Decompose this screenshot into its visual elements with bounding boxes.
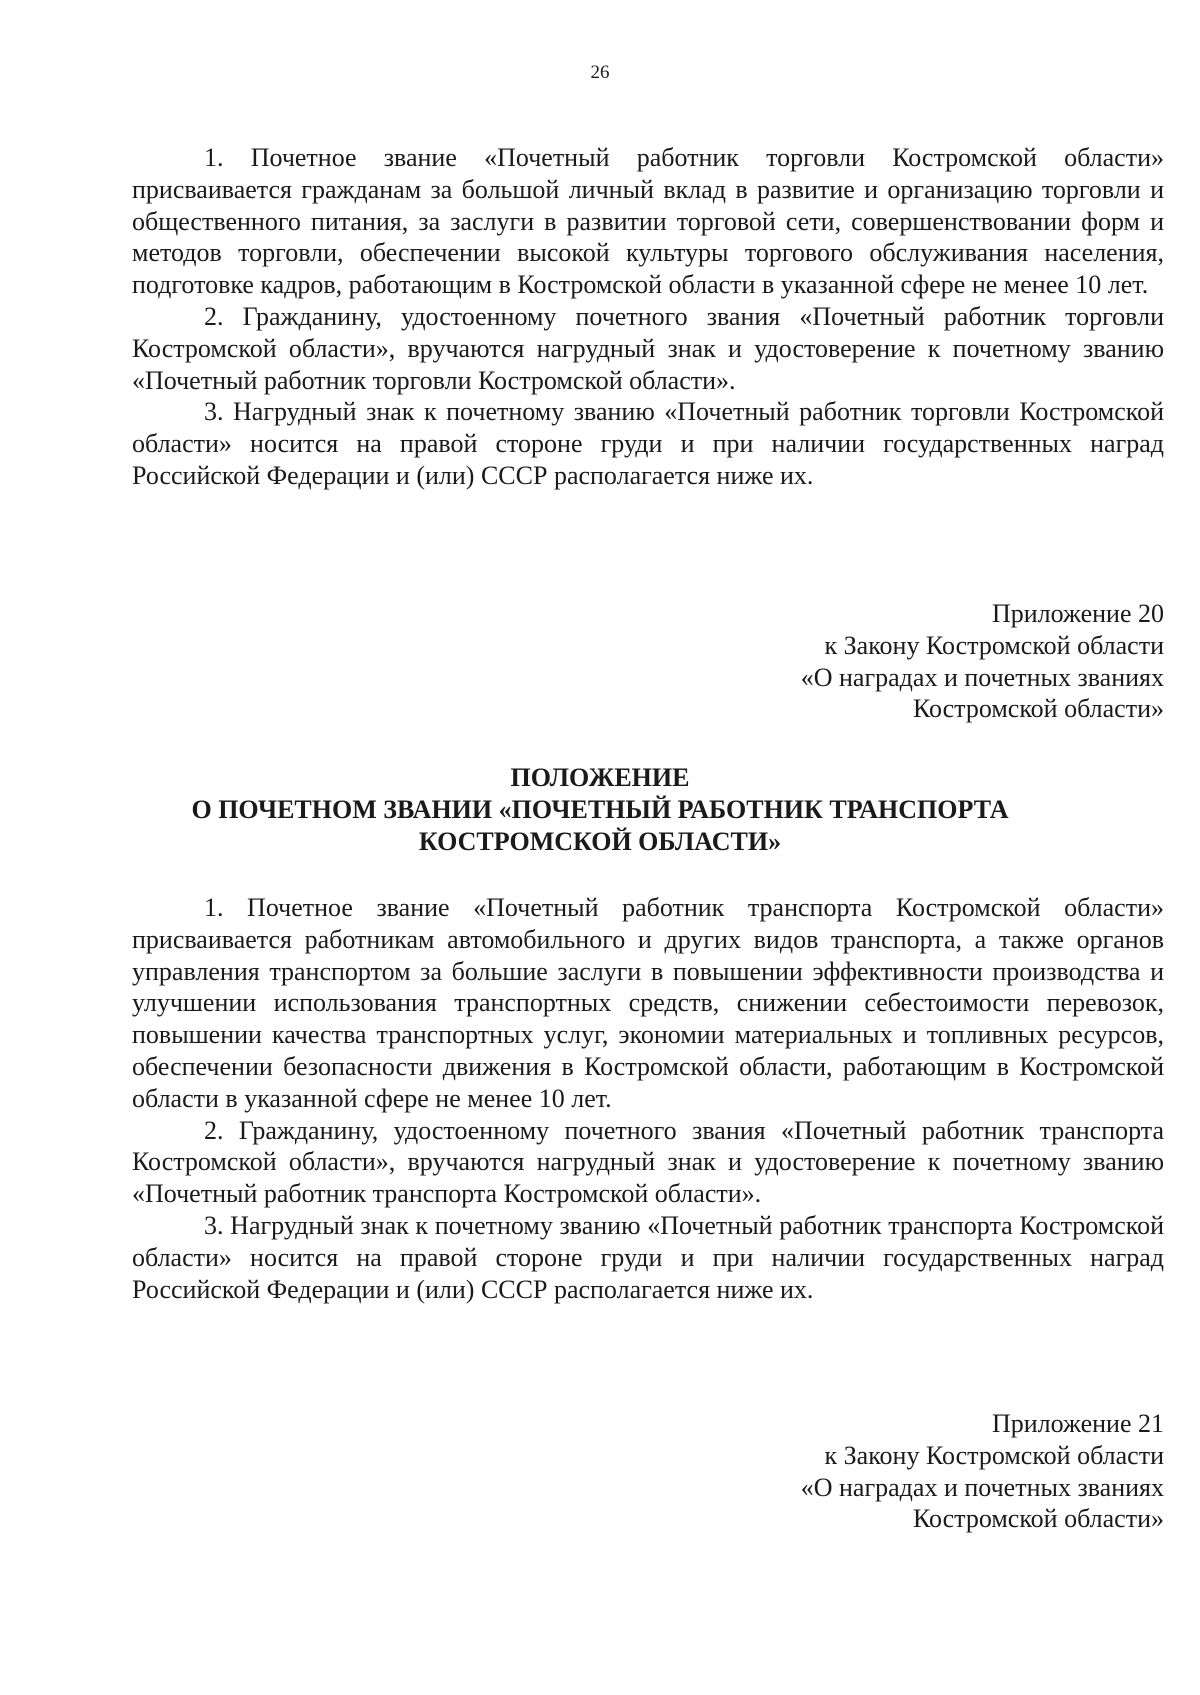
section-trade-paragraphs [132, 142, 1164, 492]
paragraph: 1. Почетное звание «Почетный работник торговли Костромской области» присваивается гражданам за большой личный вклад в развитие и организацию торговли и общественного питания, за заслуги в развитии торговой сети, совершенствовании форм и методов торговли, обеспечении высокой культуры торгового обслуживания населения, подготовке кадров, работающим в Костромской области в указанной сфере не менее 10 лет. [132, 143, 1164, 300]
paragraph: 3. Нагрудный знак к почетному званию «Почетный работник транспорта Костромской области» носится на правой стороне груди и при наличии государственных наград Российской Федерации и (или) СССР располагается ниже их. [132, 1210, 1164, 1304]
appendix-line: Приложение 20 [991, 599, 1164, 628]
section-transport-paragraphs [132, 892, 1164, 1305]
paragraph: 3. Нагрудный знак к почетному званию «Почетный работник торговли Костромской области» носится на правой стороне груди и при наличии государственных наград Российской Федерации и (или) СССР располагается ниже их. [132, 397, 1164, 490]
appendix-line: «О наградах и почетных званиях [800, 662, 1164, 692]
appendix-21-header [564, 1408, 1164, 1535]
appendix-line: к Закону Костромской области [824, 1440, 1164, 1470]
paragraph: 2. Гражданину, удостоенному почетного звания «Почетный работник транспорта Костромской области», вручаются нагрудный знак и удостоверение к почетному званию «Почетный работник транспорта Костромской области». [132, 1115, 1164, 1209]
appendix-line: Костромской области» [912, 694, 1164, 724]
appendix-line: к Закону Костромской области [824, 630, 1164, 660]
paragraph: 2. Гражданину, удостоенному почетного звания «Почетный работник торговли Костромской области», вручаются нагрудный знак и удостоверение к почетному званию «Почетный работник торговли Костромской области». [132, 301, 1164, 395]
heading-line: ПОЛОЖЕНИЕ [510, 763, 690, 792]
heading-line: О ПОЧЕТНОМ ЗВАНИИ «ПОЧЕТНЫЙ РАБОТНИК ТРАНСПОРТА [191, 795, 1009, 824]
paragraph: 1. Почетное звание «Почетный работник транспорта Костромской области» присваивается работникам автомобильного и других видов транспорта, а также органов управления транспортом за большие заслуги в повышении эффективности производства и улучшении использования транспортных средств, снижении себестоимости перевозок, повышении качества транспортных услуг, экономии материальных и топливных ресурсов, обеспечении безопасности движения в Костромской области, работающим в Костромской области в указанной сфере не менее 10 лет. [132, 893, 1164, 1113]
page-number: 26 [590, 62, 610, 83]
appendix-20-header [564, 598, 1164, 725]
appendix-line: «О наградах и почетных званиях [800, 1472, 1164, 1502]
appendix-line: Приложение 21 [991, 1409, 1164, 1438]
appendix-line: Костромской области» [912, 1504, 1164, 1534]
document-heading [0, 762, 1200, 858]
heading-line: КОСТРОМСКОЙ ОБЛАСТИ» [418, 827, 782, 856]
